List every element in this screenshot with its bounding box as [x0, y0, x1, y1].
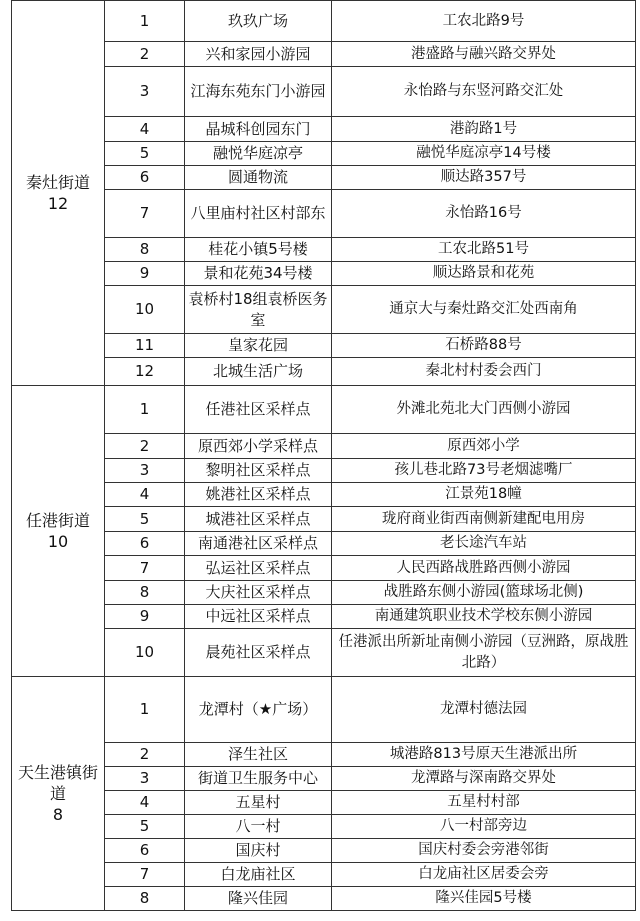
site-name-cell: 北城生活广场: [185, 358, 332, 386]
site-number-cell: 8: [105, 581, 185, 605]
site-number-cell: 6: [105, 532, 185, 556]
area-count: 12: [47, 194, 69, 213]
site-address-cell: 南通建筑职业技术学校东侧小游园: [332, 605, 636, 629]
site-name-cell: 城港社区采样点: [185, 507, 332, 532]
site-number-cell: 11: [105, 334, 185, 358]
table-row: [12, 791, 636, 815]
site-name-cell: 袁桥村18组袁桥医务室: [185, 286, 332, 334]
site-number-cell: 4: [105, 483, 185, 507]
site-name-cell: 八里庙村社区村部东: [185, 190, 332, 238]
table-row: [12, 887, 636, 911]
site-name-cell: 泽生社区: [185, 743, 332, 767]
site-number-cell: 7: [105, 863, 185, 887]
table-row: [12, 262, 636, 286]
site-address-cell: 工农北路9号: [332, 1, 636, 42]
table-row: [12, 459, 636, 483]
area-name: 任港街道: [25, 511, 90, 530]
site-number-cell: 6: [105, 839, 185, 863]
table-row: [12, 334, 636, 358]
site-address-cell: 永怡路16号: [332, 190, 636, 238]
site-address-cell: 江景苑18幢: [332, 483, 636, 507]
site-address-cell: 老长途汽车站: [332, 532, 636, 556]
site-address-cell: 隆兴佳园5号楼: [332, 887, 636, 911]
site-address-cell: 永怡路与东竖河路交汇处: [332, 67, 636, 117]
table-row: [12, 815, 636, 839]
table-row: [12, 483, 636, 507]
table-row: [12, 863, 636, 887]
site-address-cell: 龙潭路与深南路交界处: [332, 767, 636, 791]
table-row: [12, 677, 636, 743]
site-name-cell: 姚港社区采样点: [185, 483, 332, 507]
site-number-cell: 10: [105, 629, 185, 677]
site-number-cell: 3: [105, 67, 185, 117]
site-number-cell: 8: [105, 887, 185, 911]
area-count: 8: [52, 805, 64, 824]
site-address-cell: 港韵路1号: [332, 117, 636, 142]
site-number-cell: 12: [105, 358, 185, 386]
table-row: [12, 42, 636, 67]
table-row: [12, 767, 636, 791]
site-name-cell: 圆通物流: [185, 166, 332, 190]
site-name-cell: 融悦华庭凉亭: [185, 142, 332, 166]
site-address-cell: 任港派出所新址南侧小游园（豆洲路，原战胜北路）: [332, 629, 636, 677]
site-name-cell: 景和花苑34号楼: [185, 262, 332, 286]
site-number-cell: 4: [105, 117, 185, 142]
site-address-cell: 白龙庙社区居委会旁: [332, 863, 636, 887]
site-name-cell: 黎明社区采样点: [185, 459, 332, 483]
site-name-cell: 晶城科创园东门: [185, 117, 332, 142]
site-address-cell: 顺达路景和花苑: [332, 262, 636, 286]
site-address-cell: 外滩北苑北大门西侧小游园: [332, 386, 636, 434]
site-number-cell: 5: [105, 142, 185, 166]
site-address-cell: 城港路813号原天生港派出所: [332, 743, 636, 767]
table-row: [12, 238, 636, 262]
table-row: [12, 581, 636, 605]
site-name-cell: 玖玖广场: [185, 1, 332, 42]
site-number-cell: 2: [105, 743, 185, 767]
table-row: [12, 190, 636, 238]
site-name-cell: 大庆社区采样点: [185, 581, 332, 605]
table-row: [12, 286, 636, 334]
site-number-cell: 2: [105, 434, 185, 459]
area-cell: [12, 677, 105, 911]
table-row: [12, 142, 636, 166]
site-name-cell: 龙潭村（★广场）: [185, 677, 332, 743]
table-row: [12, 117, 636, 142]
table-row: [12, 507, 636, 532]
site-number-cell: 5: [105, 507, 185, 532]
area-cell: [12, 386, 105, 677]
area-name: 秦灶街道: [25, 173, 90, 192]
site-name-cell: 晨苑社区采样点: [185, 629, 332, 677]
site-name-cell: 原西郊小学采样点: [185, 434, 332, 459]
table-row: [12, 67, 636, 117]
site-address-cell: 工农北路51号: [332, 238, 636, 262]
site-number-cell: 9: [105, 262, 185, 286]
site-name-cell: 皇家花园: [185, 334, 332, 358]
site-address-cell: 孩儿巷北路73号老烟滤嘴厂: [332, 459, 636, 483]
site-number-cell: 2: [105, 42, 185, 67]
site-name-cell: 兴和家园小游园: [185, 42, 332, 67]
site-address-cell: 战胜路东侧小游园(篮球场北侧): [332, 581, 636, 605]
table-row: [12, 839, 636, 863]
site-address-cell: 珑府商业街西南侧新建配电用房: [332, 507, 636, 532]
table-body: [12, 1, 636, 911]
site-number-cell: 8: [105, 238, 185, 262]
site-name-cell: 隆兴佳园: [185, 887, 332, 911]
testing-sites-table: [11, 0, 636, 911]
site-address-cell: 国庆村委会旁港邻街: [332, 839, 636, 863]
site-address-cell: 秦北村村委会西门: [332, 358, 636, 386]
site-number-cell: 10: [105, 286, 185, 334]
area-cell: [12, 1, 105, 386]
site-address-cell: 原西郊小学: [332, 434, 636, 459]
site-name-cell: 南通港社区采样点: [185, 532, 332, 556]
site-number-cell: 3: [105, 767, 185, 791]
site-name-cell: 五星村: [185, 791, 332, 815]
site-address-cell: 龙潭村德法园: [332, 677, 636, 743]
area-count: 10: [47, 532, 69, 551]
site-address-cell: 八一村部旁边: [332, 815, 636, 839]
site-number-cell: 7: [105, 190, 185, 238]
table-row: [12, 743, 636, 767]
site-name-cell: 国庆村: [185, 839, 332, 863]
site-name-cell: 八一村: [185, 815, 332, 839]
site-name-cell: 街道卫生服务中心: [185, 767, 332, 791]
site-name-cell: 江海东苑东门小游园: [185, 67, 332, 117]
site-address-cell: 人民西路战胜路西侧小游园: [332, 556, 636, 581]
site-name-cell: 中远社区采样点: [185, 605, 332, 629]
site-number-cell: 6: [105, 166, 185, 190]
site-number-cell: 1: [105, 677, 185, 743]
site-name-cell: 桂花小镇5号楼: [185, 238, 332, 262]
site-number-cell: 1: [105, 386, 185, 434]
site-number-cell: 7: [105, 556, 185, 581]
site-address-cell: 五星村村部: [332, 791, 636, 815]
site-address-cell: 顺达路357号: [332, 166, 636, 190]
site-number-cell: 3: [105, 459, 185, 483]
site-number-cell: 9: [105, 605, 185, 629]
table-row: [12, 358, 636, 386]
area-name: 天生港镇街道: [17, 763, 98, 803]
table-row: [12, 166, 636, 190]
site-name-cell: 白龙庙社区: [185, 863, 332, 887]
site-number-cell: 1: [105, 1, 185, 42]
table-row: [12, 1, 636, 42]
site-name-cell: 弘运社区采样点: [185, 556, 332, 581]
table-row: [12, 386, 636, 434]
site-address-cell: 融悦华庭凉亭14号楼: [332, 142, 636, 166]
table-row: [12, 556, 636, 581]
table-row: [12, 532, 636, 556]
site-address-cell: 港盛路与融兴路交界处: [332, 42, 636, 67]
table-row: [12, 434, 636, 459]
site-name-cell: 任港社区采样点: [185, 386, 332, 434]
table-row: [12, 605, 636, 629]
table-row: [12, 629, 636, 677]
site-address-cell: 通京大与秦灶路交汇处西南角: [332, 286, 636, 334]
site-address-cell: 石桥路88号: [332, 334, 636, 358]
site-number-cell: 4: [105, 791, 185, 815]
site-number-cell: 5: [105, 815, 185, 839]
